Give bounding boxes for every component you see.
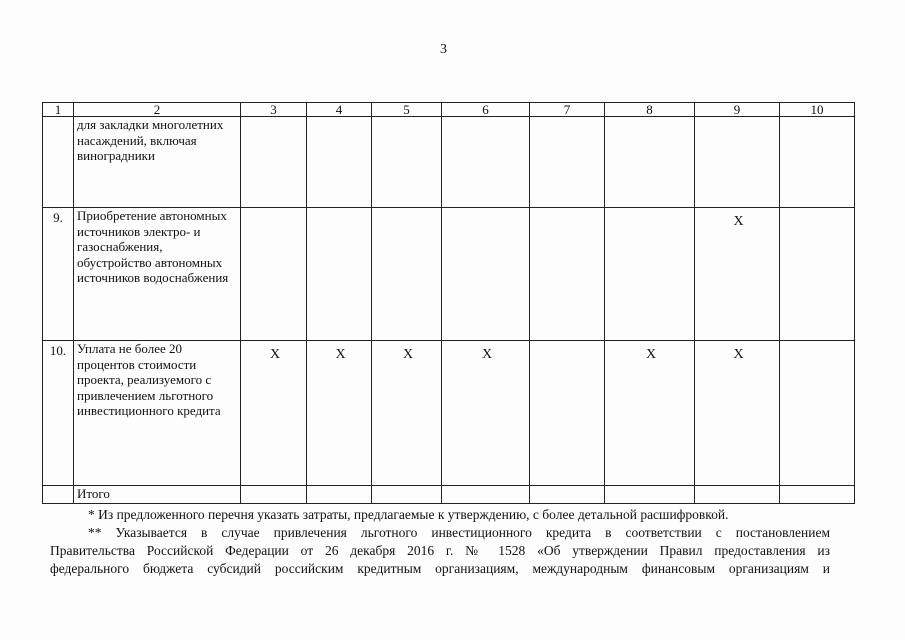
footnote-2-line-1: ** Указывается в случае привлечения льготного инвестиционного кредита в соответствии с постановлением: [88, 525, 830, 540]
header-cell: 8: [605, 103, 695, 117]
mark-cell: [372, 117, 442, 208]
header-cell: 2: [74, 103, 241, 117]
footnote-2-line-2: Правительства Российской Федерации от 26 декабря 2016 г. № 1528 «Об утверждении Правил предоставления из: [50, 543, 830, 558]
mark-cell: [695, 117, 780, 208]
mark-cell: X: [695, 208, 780, 341]
mark-cell: [372, 208, 442, 341]
header-cell: 9: [695, 103, 780, 117]
header-cell: 6: [442, 103, 530, 117]
footnote-2-line-3: федерального бюджета субсидий российским кредитным организациям, международным финансовым организациям и: [50, 561, 830, 576]
mark-cell: [780, 341, 855, 486]
total-row: [43, 486, 855, 504]
mark-cell: [530, 117, 605, 208]
mark-cell: [605, 208, 695, 341]
mark-cell: [241, 117, 307, 208]
mark-cell: X: [605, 341, 695, 486]
empty-cell: [241, 486, 307, 504]
empty-cell: [43, 486, 74, 504]
footnote-1: * Из предложенного перечня указать затраты, предлагаемые к утверждению, с более детальной расшифровкой.: [88, 507, 729, 522]
mark-cell: [780, 117, 855, 208]
table-row: [43, 341, 855, 486]
row-description: Приобретение автономных источников электро- и газоснабжения, обустройство автономных источников водоснабжения: [74, 208, 241, 341]
empty-cell: [530, 486, 605, 504]
header-cell: 7: [530, 103, 605, 117]
mark-cell: [605, 117, 695, 208]
table-header-row: [43, 103, 855, 117]
row-number: 9.: [43, 208, 74, 341]
mark-cell: X: [695, 341, 780, 486]
header-cell: 1: [43, 103, 74, 117]
header-cell: 5: [372, 103, 442, 117]
row-number: 10.: [43, 341, 74, 486]
row-description: для закладки многолетних насаждений, включая виноградники: [74, 117, 241, 208]
empty-cell: [307, 486, 372, 504]
mark-cell: [241, 208, 307, 341]
mark-cell: X: [372, 341, 442, 486]
mark-cell: X: [442, 341, 530, 486]
mark-cell: X: [307, 341, 372, 486]
mark-cell: [530, 208, 605, 341]
header-cell: 4: [307, 103, 372, 117]
table-row: [43, 208, 855, 341]
footnotes: [50, 506, 830, 578]
mark-cell: [307, 117, 372, 208]
table-row: [43, 117, 855, 208]
empty-cell: [780, 486, 855, 504]
mark-cell: [442, 117, 530, 208]
empty-cell: [372, 486, 442, 504]
row-description: Уплата не более 20 процентов стоимости проекта, реализуемого с привлечением льготного инвестиционного кредита: [74, 341, 241, 486]
mark-cell: [307, 208, 372, 341]
empty-cell: [605, 486, 695, 504]
empty-cell: [695, 486, 780, 504]
header-cell: 3: [241, 103, 307, 117]
mark-cell: [442, 208, 530, 341]
empty-cell: [442, 486, 530, 504]
header-cell: 10: [780, 103, 855, 117]
row-number: [43, 117, 74, 208]
page-number: 3: [440, 42, 447, 57]
mark-cell: [530, 341, 605, 486]
expense-table: [42, 102, 855, 504]
mark-cell: X: [241, 341, 307, 486]
mark-cell: [780, 208, 855, 341]
total-label: Итого: [74, 486, 241, 504]
